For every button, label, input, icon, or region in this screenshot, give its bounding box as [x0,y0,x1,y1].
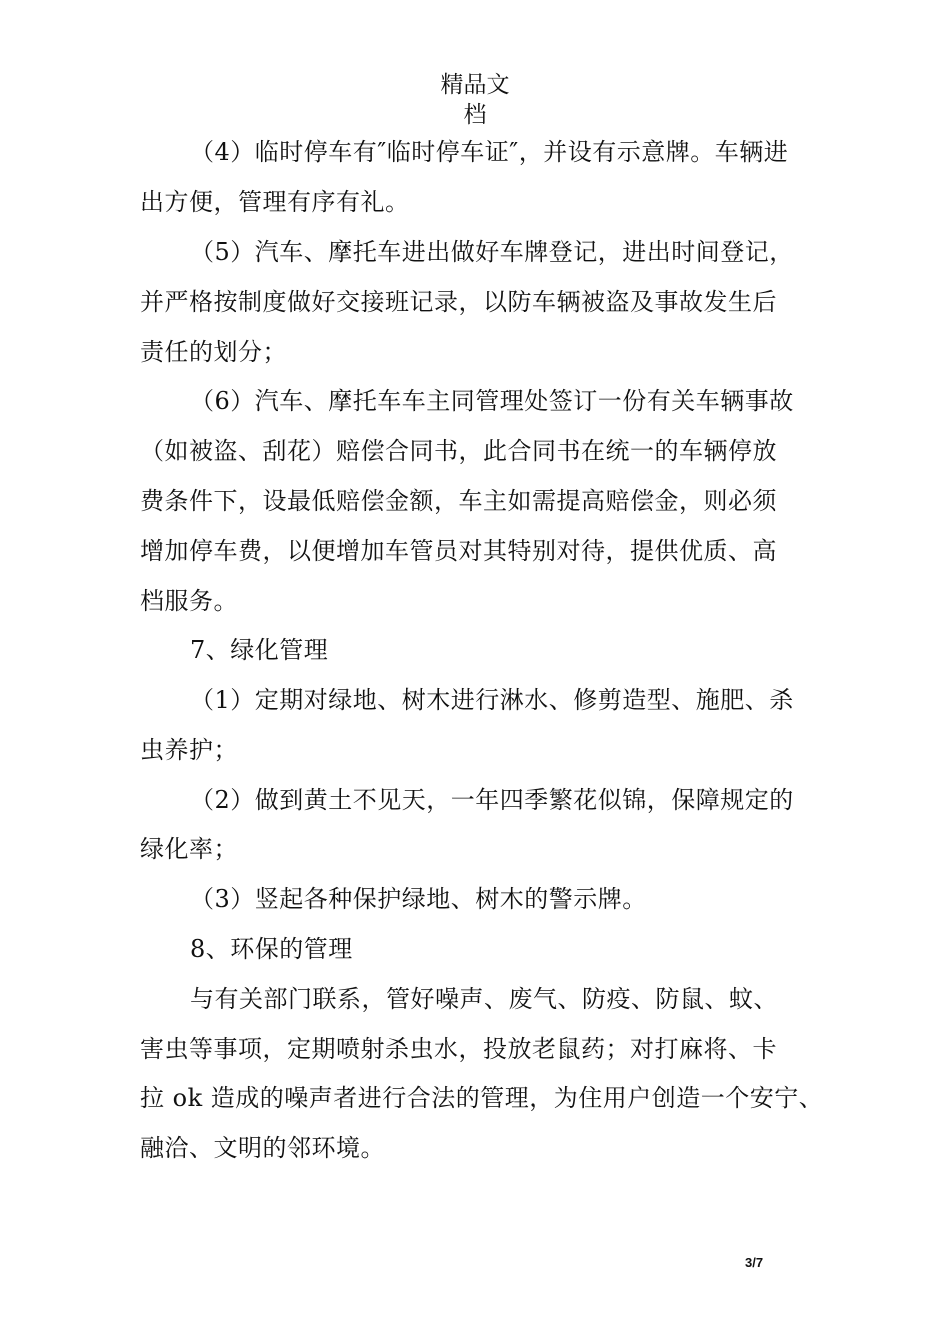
section-heading: 7、绿化管理 [190,636,329,664]
text-line: 并严格按制度做好交接班记录，以防车辆被盗及事故发生后 [140,288,777,316]
text-line: 档服务。 [140,587,238,615]
text-line: 费条件下，设最低赔偿金额，车主如需提高赔偿金，则必须 [140,487,777,515]
text-line: 绿化率； [140,835,238,863]
text-line: （3）竖起各种保护绿地、树木的警示牌。 [190,885,647,913]
text-line: （1）定期对绿地、树木进行淋水、修剪造型、施肥、杀 [190,686,794,714]
text-line: （如被盗、刮花）赔偿合同书，此合同书在统一的车辆停放 [140,437,777,465]
text-line: （2）做到黄土不见天，一年四季繁花似锦，保障规定的 [190,786,794,814]
text-line: （6）汽车、摩托车车主同管理处签订一份有关车辆事故 [190,387,794,415]
text-line: （4）临时停车有″临时停车证″，并设有示意牌。车辆进 [190,138,789,166]
text-line: 害虫等事项，定期喷射杀虫水，投放老鼠药；对打麻将、卡 [140,1035,777,1063]
header-line-1: 精品文 [440,72,510,98]
header-line-2: 档 [463,102,487,128]
page-number: 3/7 [745,1255,764,1270]
section-heading: 8、环保的管理 [190,935,353,963]
text-line: 拉 ok 造成的噪声者进行合法的管理，为住用户创造一个安宁、 [140,1084,824,1112]
page-header [0,70,950,130]
text-line: （5）汽车、摩托车进出做好车牌登记，进出时间登记， [190,238,794,266]
text-line: 融洽、文明的邻环境。 [140,1134,385,1162]
text-line: 虫养护； [140,736,238,764]
text-line: 与有关部门联系，管好噪声、废气、防疫、防鼠、蚊、 [190,985,778,1013]
text-line: 出方便，管理有序有礼。 [140,188,410,216]
text-line: 增加停车费，以便增加车管员对其特别对待，提供优质、高 [140,537,777,565]
text-line: 责任的划分； [140,338,287,366]
